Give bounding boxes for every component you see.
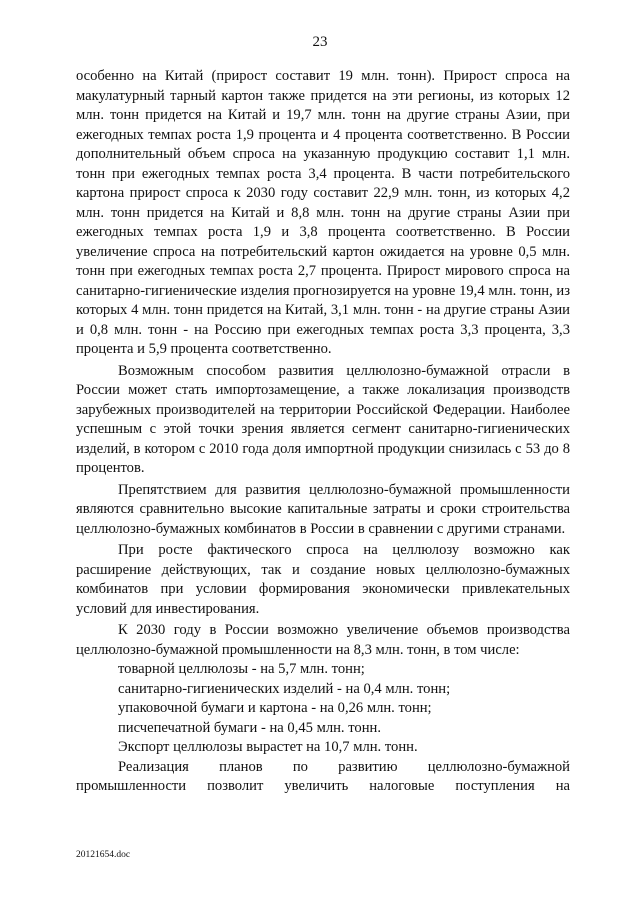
paragraph-closing: Реализация планов по развитию целлюлозно-бумажной промышленности позволит увеличить налоговые поступления на bbox=[76, 758, 570, 794]
paragraph-production-2030: К 2030 году в России возможно увеличение объемов производства целлюлозно-бумажной промышленности на 8,3 млн. тонн, в том числе: bbox=[76, 622, 570, 658]
list-item: товарной целлюлозы - на 5,7 млн. тонн; bbox=[118, 661, 365, 677]
document-body bbox=[76, 67, 570, 797]
list-item: санитарно-гигиенических изделий - на 0,4 млн. тонн; bbox=[118, 680, 451, 697]
footer-filename: 20121654.doc bbox=[76, 850, 131, 860]
list-item: писчепечатной бумаги - на 0,45 млн. тонн. bbox=[118, 719, 381, 736]
paragraph-import-substitution: Возможным способом развития целлюлозно-бумажной отрасли в России может стать импортозамещение, а также локализация производств зарубежных производителей на территории Российской Федерации. Наиболее успешным с этой точки зрения является сегмент санитарно-гигиенических изделий, в котором с 2010 года доля импортной продукции снизилась с 53 до 8 процентов. bbox=[76, 362, 570, 476]
paragraph-obstacles: Препятствием для развития целлюлозно-бумажной промышленности являются сравнительно высокие капитальные затраты и сроки строительства целлюлозно-бумажных комбинатов в России в сравнении с другими странами. bbox=[76, 481, 570, 537]
paragraph-expansion: При росте фактического спроса на целлюлозу возможно как расширение действующих, так и создание новых целлюлозно-бумажных комбинатов при условии формирования экономически привлекательных условий для инвестирования. bbox=[76, 542, 570, 617]
paragraph-demand-growth: особенно на Китай (прирост составит 19 млн. тонн). Прирост спроса на макулатурный тарный картон также придется на эти регионы, из которых 12 млн. тонн придется на Китай и 19,7 млн. тонн на другие страны Азии, при ежегодных темпах роста 1,9 процента и 4 процента соответственно. В России дополнительный объем спроса на указанную продукцию составит 1,1 млн. тонн при ежегодных темпах роста 3,4 процента. В части потребительского картона прирост спроса к 2030 году составит 22,9 млн. тонн, из которых 4,2 млн. тонн придется на Китай и 8,8 млн. тонн на другие страны Азии при ежегодных темпах роста 1,9 и 3,8 процента соответственно. В России увеличение спроса на потребительский картон ожидается на уровне 0,5 млн. тонн при ежегодных темпах роста 2,7 процента. Прирост мирового спроса на санитарно-гигиенические изделия прогнозируется на уровне 19,4 млн. тонн, из которых 4 млн. тонн придется на Китай, 3,1 млн. тонн - на другие страны Азии и 0,8 млн. тонн - на Россию при ежегодных темпах роста 3,3 процента, 3,3 процента и 5,9 процента соответственно. bbox=[76, 68, 570, 357]
list-item: упаковочной бумаги и картона - на 0,26 млн. тонн; bbox=[118, 700, 432, 716]
export-line: Экспорт целлюлозы вырастет на 10,7 млн. тонн. bbox=[118, 739, 418, 755]
page-number: 23 bbox=[312, 34, 328, 50]
